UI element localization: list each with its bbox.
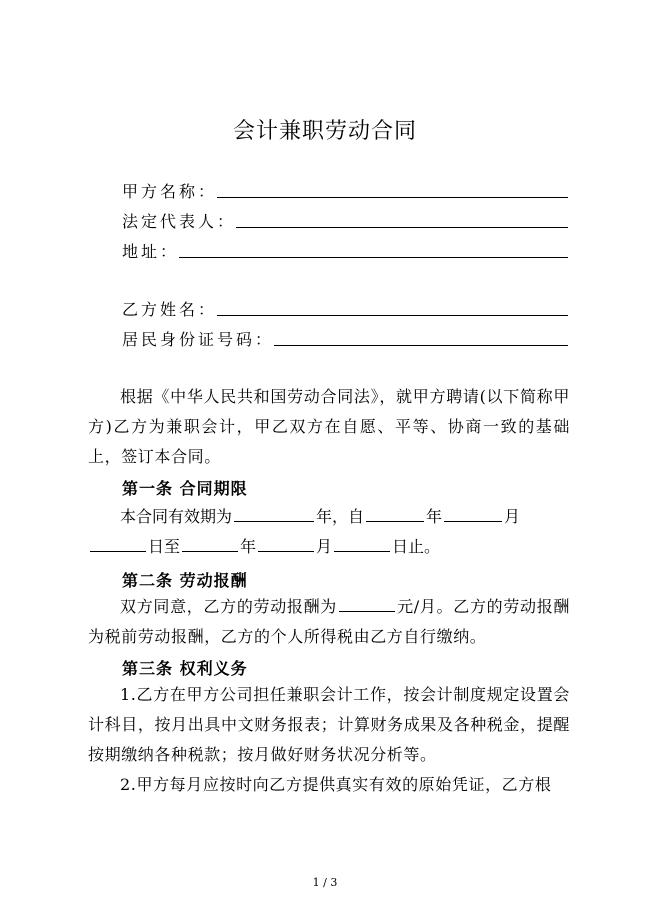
article-2-text-a: 双方同意，乙方的劳动报酬为 <box>120 597 337 616</box>
article-1-text-a: 本合同有效期为 <box>120 507 233 526</box>
party-a-name-blank[interactable] <box>217 197 568 198</box>
salary-blank[interactable] <box>339 595 395 612</box>
end-year-blank[interactable] <box>182 535 238 552</box>
article-1-text-d: 月 <box>504 507 521 526</box>
party-b-id-blank[interactable] <box>274 345 568 346</box>
article-1-text-b: 年，自 <box>316 507 365 526</box>
party-b-name-field <box>122 294 568 320</box>
party-a-address-label: 地址： <box>122 242 180 261</box>
intro-paragraph: 根据《中华人民共和国劳动合同法》，就甲方聘请(以下简称甲方)乙方为兼职会计，甲乙双方在自愿、平等、协商一致的基础上，签订本合同。 <box>88 387 570 466</box>
term-years-blank[interactable] <box>234 505 314 522</box>
end-month-blank[interactable] <box>258 535 314 552</box>
article-1-text-e: 日至 <box>148 537 181 556</box>
article-3-item-1: 1.乙方在甲方公司担任兼职会计工作，按会计制度规定设置会计科目，按月出具中文财务报表；计算财务成果及各种税金，提醒按期缴纳各种税款；按月做好财务状况分析等。 <box>88 685 570 764</box>
article-1-text-h: 日止。 <box>392 537 441 556</box>
article-2-paragraph <box>88 592 570 652</box>
party-a-rep-blank[interactable] <box>236 227 568 228</box>
party-a-address-blank[interactable] <box>179 257 568 258</box>
article-1-text-g: 月 <box>316 537 333 556</box>
article-3-item-2: 2.甲方每月应按时向乙方提供真实有效的原始凭证，乙方根 <box>120 775 552 794</box>
party-a-rep-field <box>122 206 568 232</box>
article-3-heading: 第三条 权利义务 <box>122 659 248 678</box>
party-a-address-field <box>122 236 568 262</box>
start-month-blank[interactable] <box>444 505 502 522</box>
party-b-name-label: 乙方姓名： <box>122 300 218 319</box>
end-day-blank[interactable] <box>334 535 390 552</box>
start-day-blank[interactable] <box>90 535 146 552</box>
document-title: 会计兼职劳动合同 <box>232 119 417 144</box>
party-a-name-label: 甲方名称： <box>122 182 218 201</box>
party-a-name-field <box>122 176 568 202</box>
article-1-text-f: 年 <box>240 537 257 556</box>
article-2-text-b: 元/月。乙方的劳动报酬为税前劳动报酬，乙方的个人所得税由乙方自行缴纳。 <box>88 597 570 646</box>
party-b-id-label: 居民身份证号码： <box>122 330 275 349</box>
party-b-id-field <box>122 324 568 350</box>
article-1-text-c: 年 <box>426 507 443 526</box>
page-number: 1 / 3 <box>312 876 338 889</box>
start-year-blank[interactable] <box>366 505 424 522</box>
article-1-line-2 <box>88 532 570 562</box>
article-2-heading: 第二条 劳动报酬 <box>122 571 248 590</box>
article-1-line-1 <box>88 502 570 532</box>
party-b-name-blank[interactable] <box>217 315 568 316</box>
party-a-rep-label: 法定代表人： <box>122 212 237 231</box>
article-1-heading: 第一条 合同期限 <box>122 479 248 498</box>
